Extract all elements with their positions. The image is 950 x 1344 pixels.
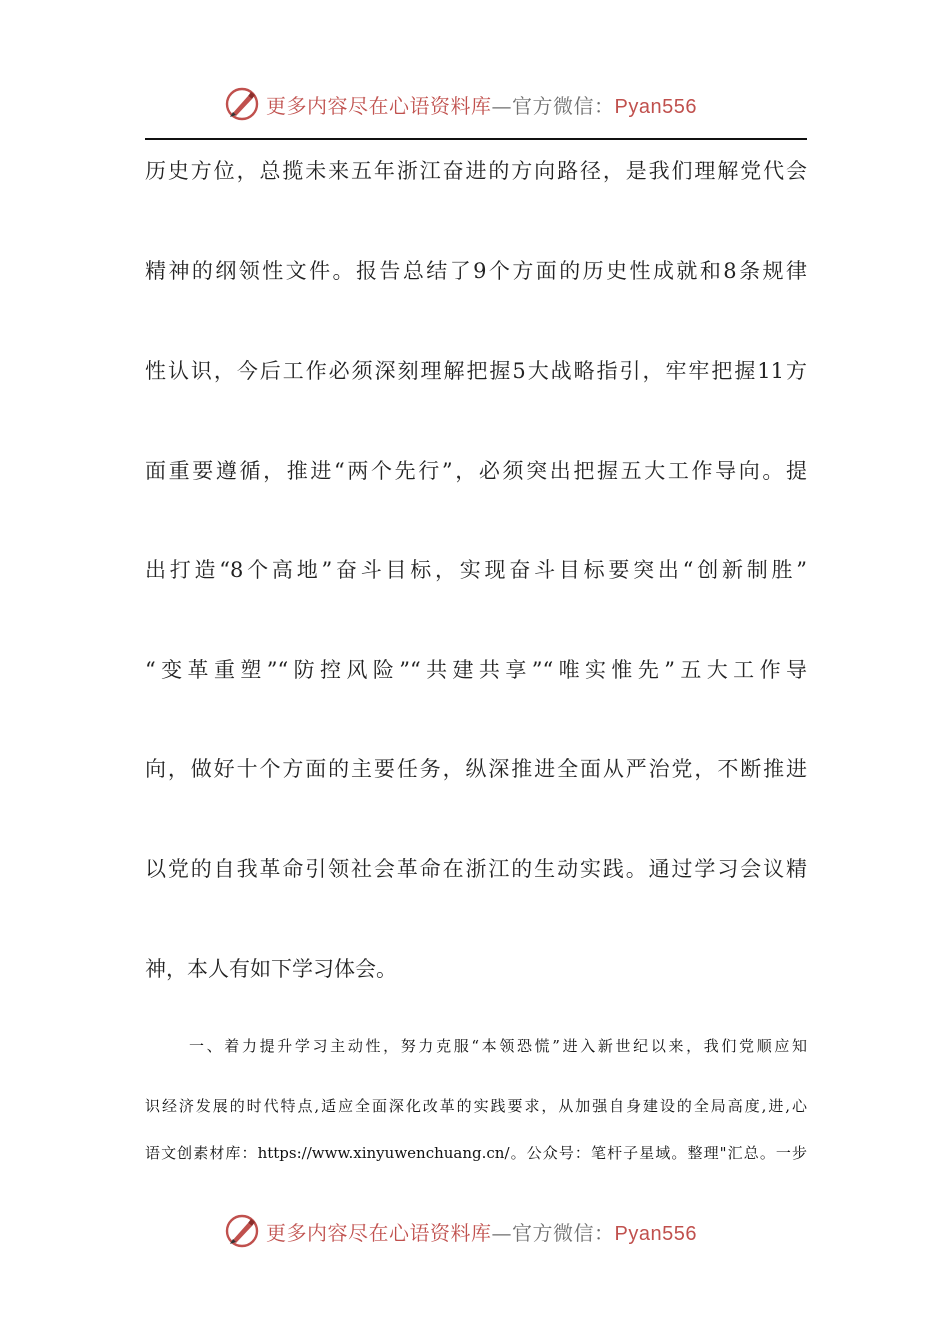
body-line: 历史方位，总揽未来五年浙江奋进的方向路径，是我们理解党代会	[145, 159, 807, 183]
paragraph-line: 语文创素材库：https://www.xinyuwenchuang.cn/。公众号：笔杆子星域。整理"汇总。一步	[145, 1144, 807, 1162]
paragraph-line: 一、着力提升学习主动性，努力克服“本领恐慌”进入新世纪以来，我们党顺应知	[189, 1037, 807, 1055]
body-line: 出打造“8个高地”奋斗目标，实现奋斗目标要突出“创新制胜”	[145, 558, 807, 582]
body-line: 性认识，今后工作必须深刻理解把握5大战略指引，牢牢把握11方	[145, 359, 807, 383]
body-line: 面重要遵循，推进“两个先行”，必须突出把握五大工作导向。提	[145, 459, 807, 483]
banner-wechat-id: Pyan556	[614, 96, 697, 118]
body-line: 精神的纲领性文件。报告总结了9个方面的历史性成就和8条规律	[145, 259, 807, 283]
body-line: “变革重塑”“防控风险”“共建共享”“唯实惟先”五大工作导	[145, 658, 807, 682]
header-rule	[145, 138, 807, 140]
banner-text	[266, 1217, 697, 1246]
pen-logo-icon	[224, 86, 260, 122]
body-line: 神，本人有如下学习体会。	[145, 957, 397, 981]
paragraph-line: 识经济发展的时代特点,适应全面深化改革的实践要求，从加强自身建设的全局高度,进,心	[145, 1097, 807, 1115]
body-line: 以党的自我革命引领社会革命在浙江的生动实践。通过学习会议精	[145, 857, 807, 881]
banner-main: 更多内容尽在心语资料库	[266, 1221, 492, 1245]
banner-wechat-id: Pyan556	[614, 1223, 697, 1245]
banner-sub: —官方微信：	[491, 94, 615, 118]
banner-main: 更多内容尽在心语资料库	[266, 94, 492, 118]
header-banner	[0, 84, 950, 124]
banner-sub: —官方微信：	[491, 1221, 615, 1245]
banner-text	[266, 90, 697, 119]
pen-logo-icon	[224, 1213, 260, 1249]
body-line: 向，做好十个方面的主要任务，纵深推进全面从严治党，不断推进	[145, 757, 807, 781]
footer-banner	[0, 1211, 950, 1251]
